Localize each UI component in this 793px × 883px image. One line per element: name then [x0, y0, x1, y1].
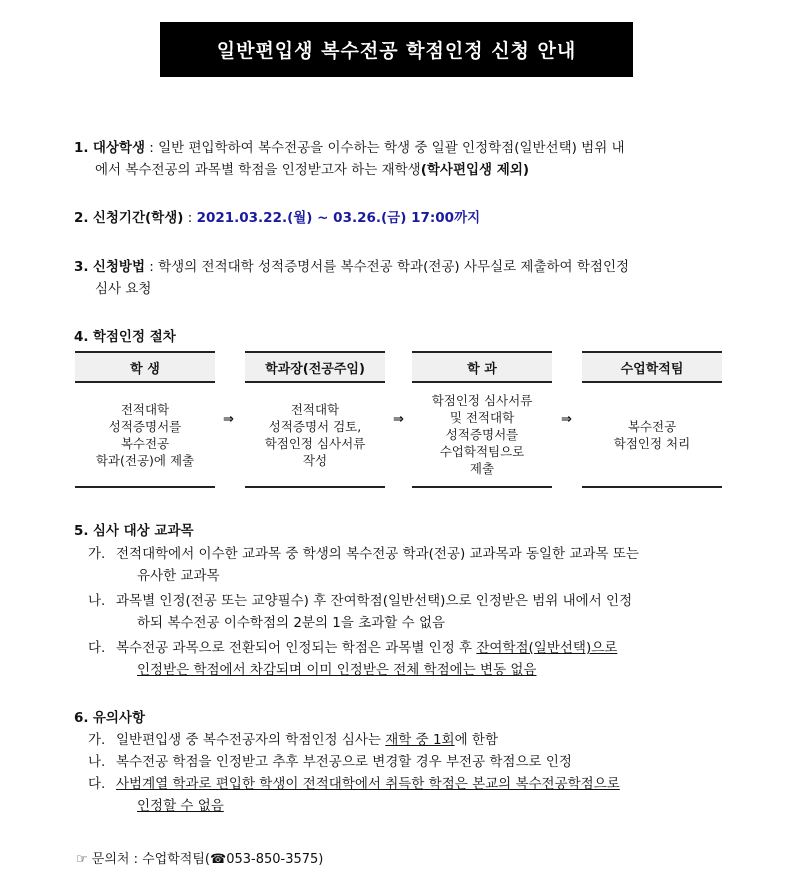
phone-icon: ☎	[209, 852, 227, 867]
list-marker: 가.	[88, 546, 106, 562]
section-eligible-courses	[74, 520, 724, 681]
section-line	[74, 256, 724, 278]
procedure-step-head: 학 과	[412, 351, 552, 383]
section-number: 6.	[74, 710, 89, 726]
section-application-period	[74, 207, 724, 229]
contact-phone: 053-850-3575)	[226, 852, 324, 867]
list-item	[74, 590, 724, 634]
procedure-step-body: 복수전공 학점인정 처리	[582, 383, 722, 488]
list-marker: 나.	[88, 754, 106, 770]
contact-info	[76, 848, 323, 867]
procedure-step-head: 학 생	[75, 351, 215, 383]
exclusion-note: (학사편입생 제외)	[420, 162, 530, 178]
underlined-text: 잔여학점(일반선택)으로	[476, 640, 618, 656]
procedure-step-body: 전적대학 성적증명서를 복수전공 학과(전공)에 제출	[75, 383, 215, 488]
procedure-step-academic-affairs	[582, 351, 722, 488]
section-number: 2.	[74, 210, 89, 226]
section-label: 신청방법	[92, 259, 145, 275]
section-label: 유의사항	[92, 710, 145, 726]
section-notes	[74, 707, 724, 817]
section-label: 심사 대상 교과목	[92, 523, 194, 539]
procedure-step-department	[412, 351, 552, 488]
list-line	[116, 795, 724, 817]
procedure-step-department-head	[245, 351, 385, 488]
section-text: : 일반 편입학하여 복수전공을 이수하는 학생 중 일괄 인정학점(일반선택) 범위 내	[145, 140, 625, 156]
section-number: 3.	[74, 259, 89, 275]
procedure-step-head: 학과장(전공주임)	[245, 351, 385, 383]
section-line	[74, 707, 724, 729]
underlined-text: 재학 중 1회	[385, 732, 455, 748]
list-text: 에 한함	[454, 732, 499, 748]
pointing-hand-icon: ☞	[76, 852, 88, 867]
list-text: 일반편입생 중 복수전공자의 학점인정 심사는	[116, 732, 386, 748]
section-text: 심사 요청	[95, 281, 152, 297]
procedure-step-body: 전적대학 성적증명서 검토, 학점인정 심사서류 작성	[245, 383, 385, 488]
list-item	[74, 773, 724, 817]
section-line	[74, 137, 724, 159]
list-text: 유사한 교과목	[137, 568, 220, 584]
list-marker: 다.	[88, 776, 106, 792]
section-application-method	[74, 256, 724, 300]
procedure-step-student	[75, 351, 215, 488]
list-item	[74, 637, 724, 681]
list-marker: 가.	[88, 732, 106, 748]
section-text: : 학생의 전적대학 성적증명서를 복수전공 학과(전공) 사무실로 제출하여 학점인정	[145, 259, 630, 275]
list-text: 과목별 인정(전공 또는 교양필수) 후 잔여학점(일반선택)으로 인정받은 범위 내에서 인정	[116, 593, 633, 609]
section-number: 5.	[74, 523, 89, 539]
list-marker: 다.	[88, 640, 106, 656]
section-line	[74, 278, 724, 300]
contact-label: 문의처 : 수업학적팀(	[91, 852, 210, 867]
procedure-step-body: 학점인정 심사서류 및 전적대학 성적증명서를 수업학적팀으로 제출	[412, 383, 552, 488]
separator: :	[183, 210, 197, 226]
section-number: 1.	[74, 140, 89, 156]
underlined-text: 인정할 수 없음	[137, 798, 224, 814]
arrow-icon: ⇒	[223, 412, 234, 427]
section-line	[74, 159, 724, 181]
list-text: 복수전공 과목으로 전환되어 인정되는 학점은 과목별 인정 후	[116, 640, 477, 656]
list-text: 하되 복수전공 이수학점의 2분의 1을 초과할 수 없음	[137, 615, 446, 631]
list-item	[74, 543, 724, 587]
section-target-students	[74, 137, 724, 181]
underlined-text: 인정받은 학점에서 차감되며 이미 인정받은 전체 학점에는 변동 없음	[137, 662, 537, 678]
period-value: 2021.03.22.(월) ~ 03.26.(금) 17:00까지	[196, 210, 481, 226]
arrow-icon: ⇒	[393, 412, 404, 427]
section-procedure	[74, 326, 724, 348]
list-line	[116, 659, 724, 681]
list-item	[74, 729, 724, 751]
list-marker: 나.	[88, 593, 106, 609]
list-text: 전적대학에서 이수한 교과목 중 학생의 복수전공 학과(전공) 교과목과 동일한 교과목 또는	[116, 546, 639, 562]
section-text: 에서 복수전공의 과목별 학점을 인정받고자 하는 재학생	[95, 162, 421, 178]
list-item	[74, 751, 724, 773]
list-line	[116, 729, 724, 751]
procedure-step-head: 수업학적팀	[582, 351, 722, 383]
page-title: 일반편입생 복수전공 학점인정 신청 안내	[160, 22, 633, 77]
list-line	[116, 773, 724, 795]
section-label: 신청기간(학생)	[92, 210, 184, 226]
arrow-icon: ⇒	[561, 412, 572, 427]
section-number: 4.	[74, 329, 89, 345]
list-line	[116, 637, 724, 659]
section-label: 대상학생	[92, 140, 145, 156]
underlined-text: 사범계열 학과로 편입한 학생이 전적대학에서 취득한 학점은 본교의 복수전공학점으로	[116, 776, 620, 792]
list-text: 복수전공 학점을 인정받고 추후 부전공으로 변경할 경우 부전공 학점으로 인정	[116, 754, 572, 770]
section-line	[74, 520, 724, 542]
section-label: 학점인정 절차	[92, 329, 176, 345]
